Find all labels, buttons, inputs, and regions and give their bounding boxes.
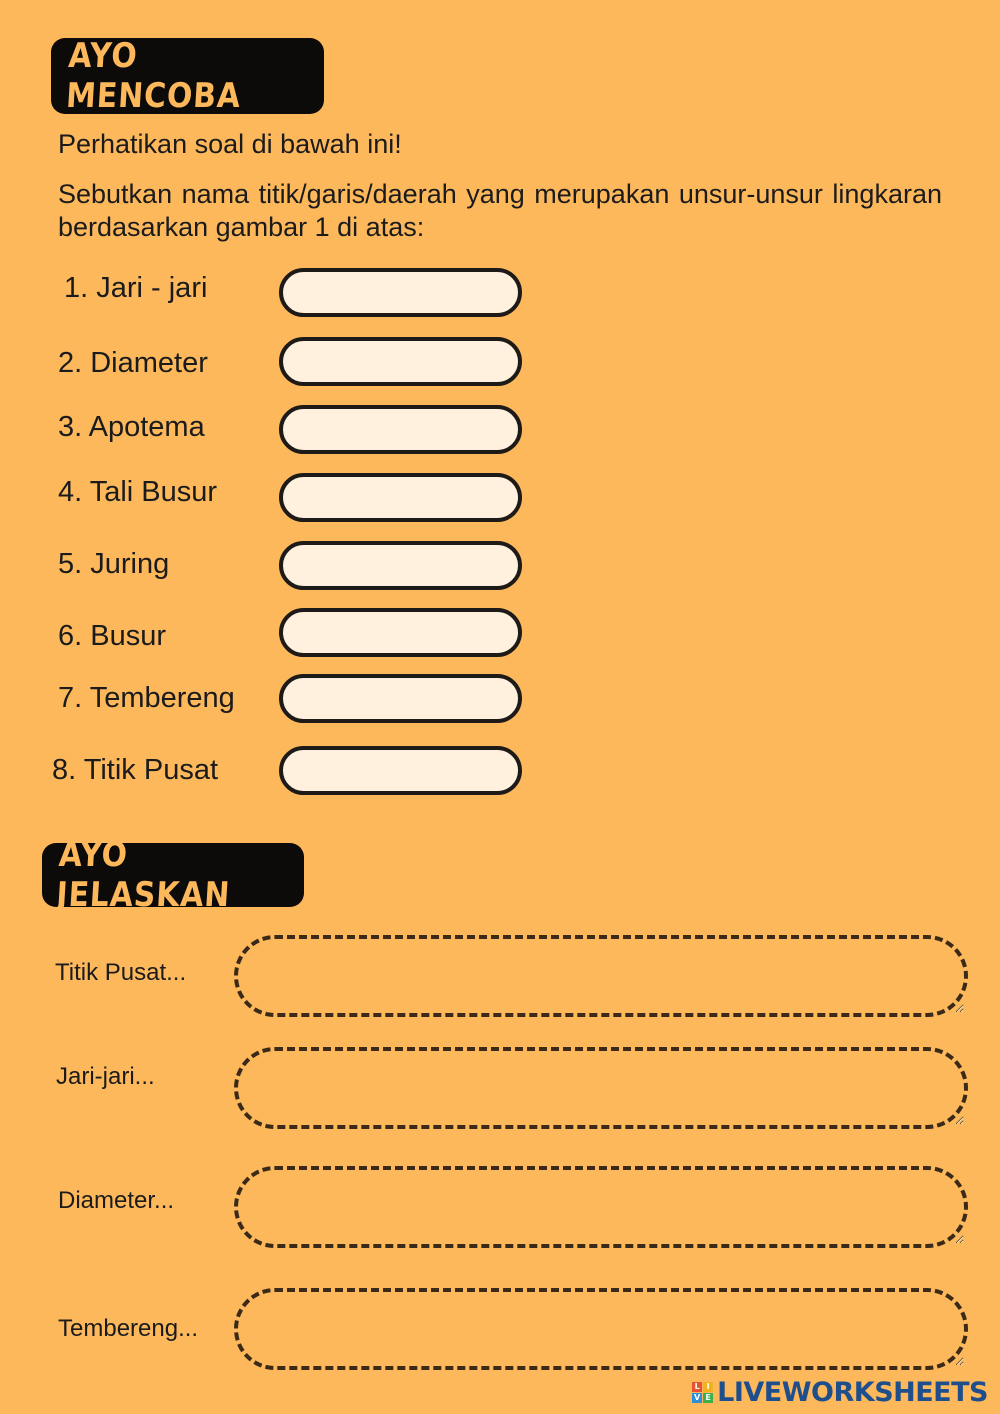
explain-label-diameter: Diameter... <box>58 1187 175 1214</box>
liveworksheets-text: LIVEWORKSHEETS <box>717 1377 988 1408</box>
answer-field-apotema[interactable] <box>279 405 522 454</box>
liveworksheets-logo-icon: L I V E <box>692 1382 713 1403</box>
item-label-tembereng: 7. Tembereng <box>58 682 235 714</box>
section-title-ayo-jelaskan <box>42 835 304 915</box>
explain-field-tembereng[interactable] <box>234 1288 968 1370</box>
explain-field-diameter[interactable] <box>234 1166 968 1248</box>
answer-field-titik-pusat[interactable] <box>279 746 522 795</box>
section-title-text: AYO JELASKAN <box>55 835 232 915</box>
explain-field-titik-pusat[interactable] <box>234 935 968 1017</box>
liveworksheets-watermark <box>692 1377 988 1408</box>
item-label-tali-busur: 4. Tali Busur <box>58 476 218 508</box>
explain-label-jari-jari: Jari-jari... <box>56 1063 155 1090</box>
question-text: Sebutkan nama titik/garis/daerah yang merupakan unsur-unsur lingkaran berdasarkan gambar 1 di atas: <box>58 179 942 242</box>
answer-field-tali-busur[interactable] <box>279 473 522 522</box>
explain-field-jari-jari[interactable] <box>234 1047 968 1129</box>
instruction-text: Perhatikan soal di bawah ini! <box>58 129 402 159</box>
answer-field-busur[interactable] <box>279 608 522 657</box>
item-label-apotema: 3. Apotema <box>58 411 205 443</box>
section-title-text: AYO MENCOBA <box>64 36 243 116</box>
explain-label-tembereng: Tembereng... <box>58 1315 199 1342</box>
answer-field-jari-jari[interactable] <box>279 268 522 317</box>
item-label-juring: 5. Juring <box>58 548 170 580</box>
item-label-diameter: 2. Diameter <box>58 347 208 379</box>
item-label-busur: 6. Busur <box>58 620 166 652</box>
item-label-titik-pusat: 8. Titik Pusat <box>52 754 219 786</box>
answer-field-tembereng[interactable] <box>279 674 522 723</box>
answer-field-juring[interactable] <box>279 541 522 590</box>
item-label-jari-jari: 1. Jari - jari <box>64 272 208 304</box>
section-title-ayo-mencoba <box>51 38 324 114</box>
answer-field-diameter[interactable] <box>279 337 522 386</box>
explain-label-titik-pusat: Titik Pusat... <box>55 959 187 986</box>
